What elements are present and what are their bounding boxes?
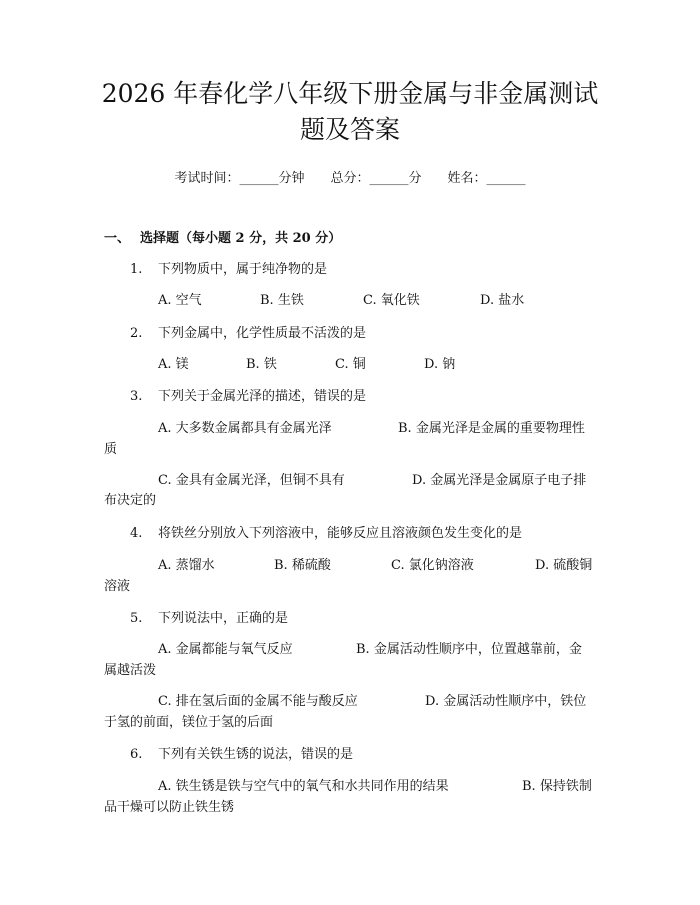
question-number: 6. bbox=[130, 747, 143, 762]
exam-meta bbox=[0, 170, 700, 188]
option-c: C. 氯化钠溶液 bbox=[391, 558, 474, 573]
option-d-continuation: 溶液 bbox=[104, 579, 131, 594]
option-a: A. 大多数金属都具有金属光泽 bbox=[158, 421, 332, 436]
question-text: 将铁丝分别放入下列溶液中，能够反应且溶液颜色发生变化的是 bbox=[158, 526, 523, 541]
option-d: D. 硫酸铜 bbox=[535, 558, 593, 573]
question-number: 1. bbox=[130, 262, 143, 277]
option-b: B. 生铁 bbox=[260, 293, 304, 308]
option-b: B. 保持铁制 bbox=[522, 779, 592, 794]
question-text: 下列有关铁生锈的说法，错误的是 bbox=[158, 747, 354, 762]
option-d: D. 金属光泽是金属原子电子排 bbox=[412, 473, 587, 488]
exam-name: 姓名：______ bbox=[447, 171, 526, 186]
option-b-continuation: 质 bbox=[104, 442, 118, 457]
option-b: B. 稀硫酸 bbox=[274, 558, 331, 573]
option-d: D. 金属活动性顺序中，铁位 bbox=[425, 694, 587, 709]
question-number: 4. bbox=[130, 526, 143, 541]
question-1 bbox=[130, 261, 327, 279]
question-number: 2. bbox=[130, 326, 143, 341]
option-a: A. 金属都能与氧气反应 bbox=[158, 642, 293, 657]
option-c: C. 金具有金属光泽，但铜不具有 bbox=[158, 473, 345, 488]
section-number: 一、 bbox=[104, 231, 131, 246]
question-6 bbox=[130, 746, 353, 764]
option-a: A. 镁 bbox=[158, 357, 189, 372]
question-text: 下列关于金属光泽的描述，错误的是 bbox=[158, 389, 367, 404]
question-text: 下列物质中，属于纯净物的是 bbox=[158, 262, 328, 277]
option-b-continuation: 属越活泼 bbox=[104, 663, 157, 678]
option-b-continuation: 品干燥可以防止铁生锈 bbox=[104, 800, 235, 815]
question-5 bbox=[130, 610, 288, 628]
question-text: 下列说法中，正确的是 bbox=[158, 611, 289, 626]
option-d-continuation: 于氢的前面，镁位于氢的后面 bbox=[104, 715, 274, 730]
option-c: C. 氧化铁 bbox=[363, 293, 420, 308]
question-4 bbox=[130, 525, 522, 543]
title-line-2: 题及答案 bbox=[299, 115, 400, 144]
question-number: 5. bbox=[130, 611, 143, 626]
question-number: 3. bbox=[130, 389, 143, 404]
option-a: A. 铁生锈是铁与空气中的氧气和水共同作用的结果 bbox=[158, 779, 449, 794]
title-line-1: 2026 年春化学八年级下册金属与非金属测试 bbox=[101, 79, 599, 108]
exam-time: 考试时间：______分钟 bbox=[174, 171, 305, 186]
option-b: B. 金属光泽是金属的重要物理性 bbox=[398, 421, 585, 436]
question-text: 下列金属中，化学性质最不活泼的是 bbox=[158, 326, 367, 341]
option-b: B. 金属活动性顺序中，位置越靠前，金 bbox=[356, 642, 582, 657]
option-c: C. 排在氢后面的金属不能与酸反应 bbox=[158, 694, 358, 709]
option-d-continuation: 布决定的 bbox=[104, 493, 157, 508]
option-d: D. 钠 bbox=[424, 357, 456, 372]
section-heading bbox=[104, 230, 341, 248]
section-title: 选择题（每小题 2 分，共 20 分） bbox=[140, 231, 342, 246]
option-d: D. 盐水 bbox=[480, 293, 525, 308]
document-title bbox=[0, 76, 700, 148]
question-3 bbox=[130, 388, 366, 406]
option-c: C. 铜 bbox=[335, 357, 366, 372]
option-a: A. 蒸馏水 bbox=[158, 558, 215, 573]
option-a: A. 空气 bbox=[158, 293, 202, 308]
question-2 bbox=[130, 325, 366, 343]
option-b: B. 铁 bbox=[246, 357, 277, 372]
exam-score: 总分：______分 bbox=[330, 171, 422, 186]
